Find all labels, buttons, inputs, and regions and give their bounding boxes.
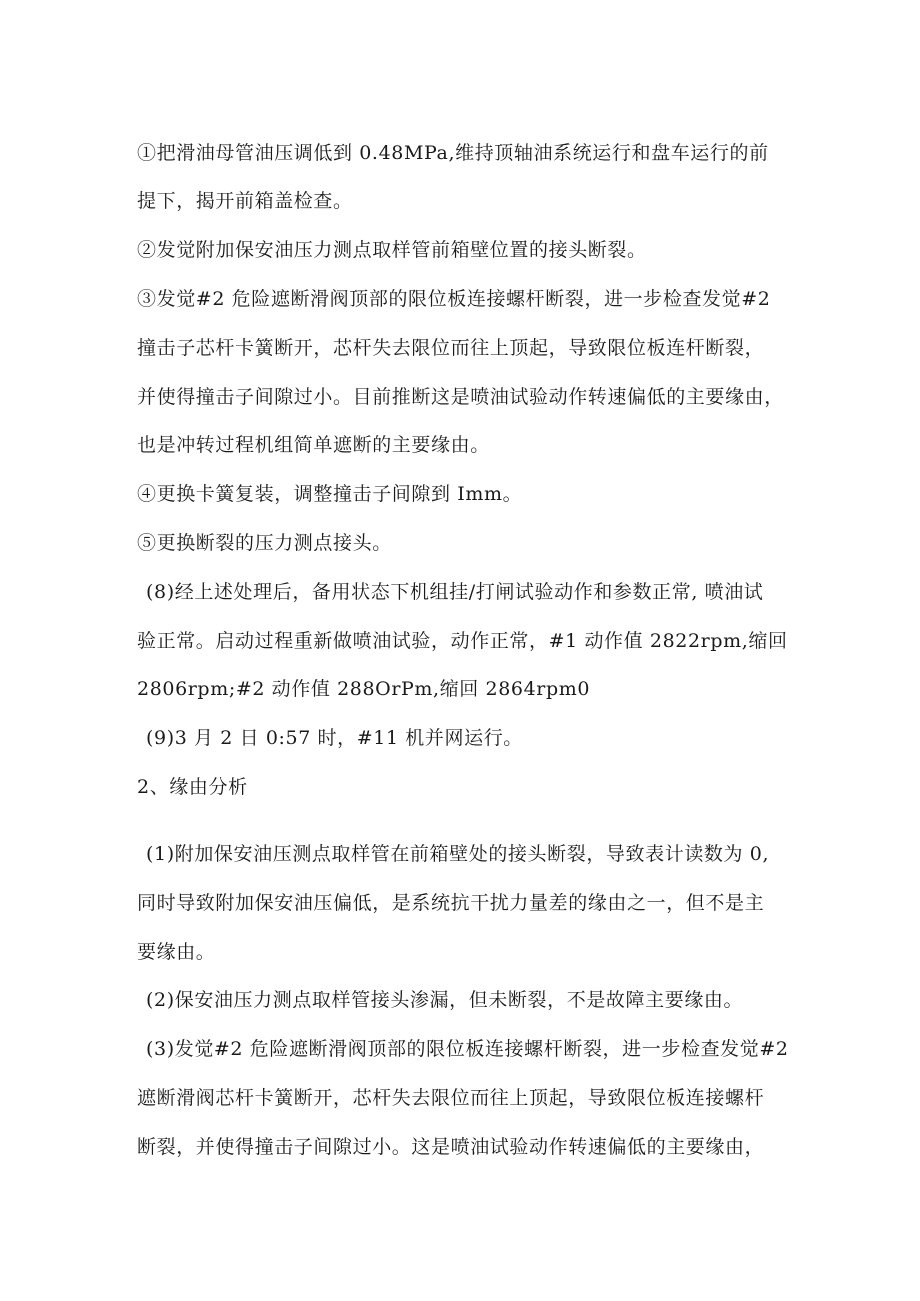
- text-line: ④更换卡簧复装，调整撞击子间隙到 Imm。: [137, 483, 523, 505]
- text-line: (8)经上述处理后，备用状态下机组挂/打闸试验动作和参数正常, 喷油试: [146, 581, 764, 603]
- text-line: 撞击子芯杆卡簧断开，芯杆失去限位而往上顶起，导致限位板连杆断裂，: [137, 337, 765, 359]
- text-line: 验正常。启动过程重新做喷油试验，动作正常，#1 动作值 2822rpm,缩回: [137, 630, 788, 652]
- text-line: 同时导致附加保安油压偏低，是系统抗干扰力量差的缘由之一，但不是主: [137, 892, 765, 914]
- text-line: (3)发觉#2 危险遮断滑阀顶部的限位板连接螺杆断裂，进一步检查发觉#2: [146, 1038, 789, 1060]
- text-line: 断裂，并使得撞击子间隙过小。这是喷油试验动作转速偏低的主要缘由，: [137, 1136, 765, 1158]
- text-line: (2)保安油压力测点取样管接头渗漏，但未断裂，不是故障主要缘由。: [146, 989, 744, 1011]
- text-line: 也是冲转过程机组简单遮断的主要缘由。: [137, 434, 490, 456]
- text-line: 要缘由。: [137, 941, 216, 963]
- text-line: 遮断滑阀芯杆卡簧断开，芯杆失去限位而往上顶起，导致限位板连接螺杆: [137, 1087, 765, 1109]
- text-line: ⑤更换断裂的压力测点接头。: [137, 532, 392, 554]
- text-line: 2806rpm;#2 动作值 288OrPm,缩回 2864rpm0: [137, 678, 591, 700]
- section-heading: 2、缘由分析: [137, 776, 248, 798]
- text-line: ③发觉#2 危险遮断滑阀顶部的限位板连接螺杆断裂，进一步检查发觉#2: [137, 288, 771, 310]
- text-line: ①把滑油母管油压调低到 0.48MPa,维持顶轴油系统运行和盘车运行的前: [137, 142, 769, 164]
- text-line: (1)附加保安油压测点取样管在前箱壁处的接头断裂，导致表计读数为 0,: [146, 843, 770, 865]
- text-line: ②发觉附加保安油压力测点取样管前箱壁位置的接头断裂。: [137, 239, 647, 261]
- text-line: (9)3 月 2 日 0:57 时，#11 机并网运行。: [146, 727, 523, 749]
- text-line: 并使得撞击子间隙过小。目前推断这是喷油试验动作转速偏低的主要缘由，: [137, 386, 784, 408]
- text-line: 提下，揭开前箱盖检查。: [137, 190, 353, 212]
